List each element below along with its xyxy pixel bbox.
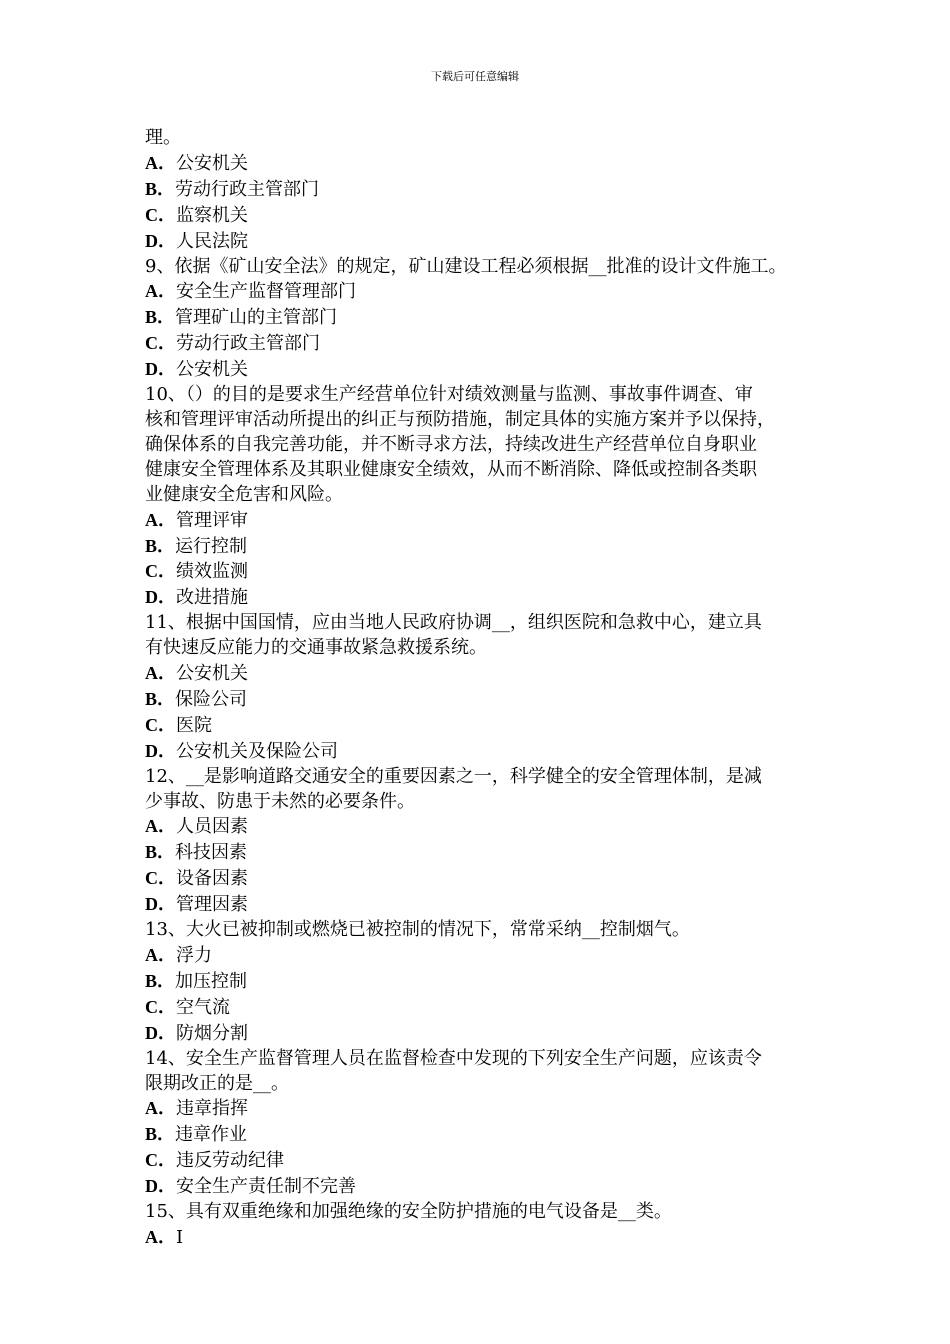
- answer-option: [145, 1096, 825, 1122]
- line-text: 理。: [145, 127, 181, 148]
- question-text-line: [145, 126, 825, 151]
- option-letter: B．: [145, 970, 176, 991]
- line-text: 违章指挥: [176, 1098, 248, 1120]
- line-text: 15、具有双重绝缘和加强绝缘的安全防护措施的电气设备是__类。: [145, 1201, 672, 1223]
- line-text: 少事故、防患于未然的必要条件。: [145, 790, 415, 812]
- option-letter: D．: [145, 1022, 176, 1043]
- line-text: 设备因素: [176, 868, 248, 890]
- line-text: 劳动行政主管部门: [175, 178, 320, 200]
- answer-option: [145, 713, 825, 739]
- line-text: 医院: [176, 714, 212, 736]
- line-text: 管理因素: [176, 894, 248, 916]
- line-text: Ⅰ: [176, 1226, 184, 1248]
- answer-option: [145, 995, 825, 1021]
- answer-option: [145, 1021, 825, 1047]
- option-letter: A．: [145, 1098, 176, 1119]
- line-text: 改进措施: [176, 587, 248, 609]
- answer-option: [145, 969, 825, 995]
- question-text-line: [145, 1200, 825, 1225]
- line-text: 公安机关: [176, 152, 248, 174]
- line-text: 业健康安全危害和风险。: [145, 483, 343, 505]
- option-letter: D．: [145, 740, 176, 761]
- line-text: 劳动行政主管部门: [176, 333, 320, 355]
- question-text-line: [145, 255, 825, 280]
- answer-option: [145, 687, 825, 713]
- answer-option: [145, 1225, 825, 1251]
- line-text: 监察机关: [176, 204, 248, 226]
- line-text: 有快速反应能力的交通事故紧急救援系统。: [145, 637, 487, 659]
- line-text: 人员因素: [176, 816, 248, 838]
- option-letter: C．: [145, 333, 176, 354]
- option-letter: A．: [145, 663, 176, 684]
- option-letter: D．: [145, 230, 176, 251]
- line-text: 13、大火已被抑制或燃烧已被控制的情况下，常常采纳__控制烟气。: [145, 919, 690, 941]
- line-text: 12、__是影响道路交通安全的重要因素之一，科学健全的安全管理体制，是减: [145, 765, 762, 787]
- question-text-line: [145, 636, 825, 661]
- line-text: 运行控制: [175, 535, 248, 557]
- question-text-line: [145, 611, 825, 636]
- line-text: 健康安全管理体系及其职业健康安全绩效，从而不断消除、降低或控制各类职: [145, 458, 757, 480]
- answer-option: [145, 279, 825, 305]
- question-text-line: [145, 483, 825, 508]
- option-letter: C．: [145, 561, 176, 582]
- question-text-line: [145, 408, 825, 433]
- option-letter: A．: [145, 152, 176, 173]
- answer-option: [145, 1122, 825, 1148]
- question-text-line: [145, 433, 825, 458]
- line-text: 浮力: [176, 945, 212, 966]
- option-letter: A．: [145, 281, 176, 302]
- answer-option: [145, 1148, 825, 1174]
- line-text: 科技因素: [175, 842, 248, 864]
- line-text: 违反劳动纪律: [176, 1150, 284, 1172]
- question-text-line: [145, 790, 825, 815]
- answer-option: [145, 814, 825, 840]
- option-letter: B．: [145, 535, 176, 556]
- option-letter: A．: [145, 509, 176, 530]
- line-text: 管理评审: [176, 509, 248, 531]
- option-letter: D．: [145, 359, 176, 380]
- question-text-line: [145, 383, 825, 408]
- option-letter: C．: [145, 1150, 176, 1171]
- option-letter: A．: [145, 816, 176, 837]
- answer-option: [145, 585, 825, 611]
- option-letter: D．: [145, 587, 176, 608]
- answer-option: [145, 943, 825, 969]
- line-text: 确保体系的自我完善功能，并不断寻求方法，持续改进生产经营单位自身职业: [145, 433, 757, 455]
- answer-option: [145, 305, 825, 331]
- line-text: 9、依据《矿山安全法》的规定，矿山建设工程必须根据__批准的设计文件施工。: [145, 255, 787, 277]
- question-text-line: [145, 1072, 825, 1097]
- option-letter: B．: [145, 307, 176, 328]
- line-text: 管理矿山的主管部门: [175, 307, 338, 329]
- line-text: 10、（）的目的是要求生产经营单位针对绩效测量与监测、事故事件调查、审: [145, 384, 753, 406]
- option-letter: D．: [145, 1176, 176, 1197]
- answer-option: [145, 177, 825, 203]
- answer-option: [145, 203, 825, 229]
- option-letter: C．: [145, 714, 176, 735]
- line-text: 公安机关: [176, 359, 248, 381]
- line-text: 人民法院: [176, 230, 248, 252]
- line-text: 空气流: [176, 996, 230, 1018]
- question-text-line: [145, 765, 825, 790]
- answer-option: [145, 892, 825, 918]
- answer-option: [145, 1174, 825, 1200]
- line-text: 保险公司: [175, 688, 248, 710]
- option-letter: A．: [145, 1226, 176, 1247]
- line-text: 14、安全生产监督管理人员在监督检查中发现的下列安全生产问题，应该责令: [145, 1047, 762, 1069]
- question-text-line: [145, 1047, 825, 1072]
- answer-option: [145, 331, 825, 357]
- line-text: 限期改正的是__。: [145, 1072, 289, 1094]
- option-letter: C．: [145, 996, 176, 1017]
- page-header: 下载后可任意编辑: [431, 70, 519, 83]
- line-text: 安全生产责任制不完善: [176, 1176, 356, 1198]
- answer-option: [145, 866, 825, 892]
- line-text: 绩效监测: [176, 561, 248, 583]
- answer-option: [145, 739, 825, 765]
- option-letter: B．: [145, 1124, 176, 1145]
- option-letter: C．: [145, 868, 176, 889]
- option-letter: B．: [145, 688, 176, 709]
- answer-option: [145, 559, 825, 585]
- answer-option: [145, 534, 825, 560]
- line-text: 11、根据中国国情，应由当地人民政府协调__，组织医院和急救中心，建立具: [145, 612, 762, 634]
- line-text: 防烟分割: [176, 1022, 248, 1044]
- answer-option: [145, 661, 825, 687]
- option-letter: A．: [145, 945, 176, 965]
- line-text: 公安机关: [176, 663, 248, 685]
- answer-option: [145, 508, 825, 534]
- line-text: 加压控制: [175, 970, 248, 992]
- line-text: 核和管理评审活动所提出的纠正与预防措施，制定具体的实施方案并予以保持，: [145, 408, 775, 430]
- option-letter: B．: [145, 178, 176, 199]
- answer-option: [145, 357, 825, 383]
- option-letter: C．: [145, 204, 176, 225]
- answer-option: [145, 151, 825, 177]
- document-body: [145, 126, 825, 1251]
- option-letter: B．: [145, 842, 176, 863]
- line-text: 违章作业: [175, 1124, 248, 1146]
- question-text-line: [145, 918, 825, 943]
- line-text: 公安机关及保险公司: [176, 740, 338, 762]
- answer-option: [145, 229, 825, 255]
- line-text: 安全生产监督管理部门: [176, 281, 356, 303]
- answer-option: [145, 840, 825, 866]
- question-text-line: [145, 458, 825, 483]
- option-letter: D．: [145, 894, 176, 915]
